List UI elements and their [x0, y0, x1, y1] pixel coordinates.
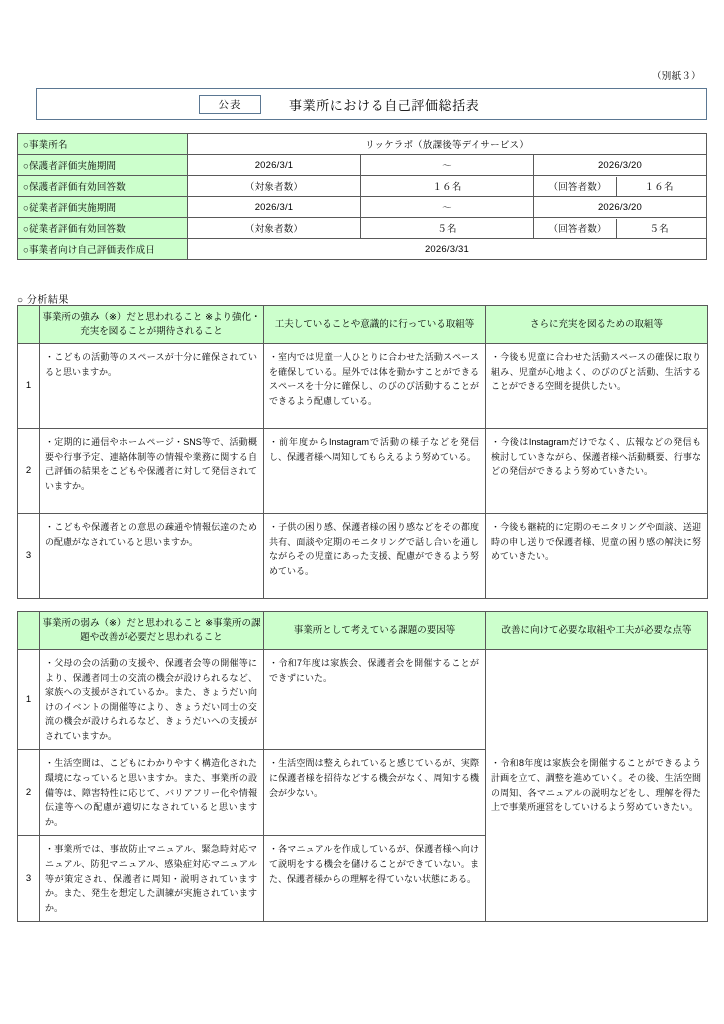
guardian-period-start: 2026/3/1: [188, 155, 361, 176]
guardian-respond-cell: [534, 176, 707, 197]
strengths-table: [17, 305, 708, 599]
row-label-creation-date: ○事業者向け自己評価表作成日: [18, 239, 188, 260]
table-header-row: [18, 612, 708, 650]
guardian-respond-value: １６名: [644, 182, 674, 193]
table-row: [18, 429, 708, 514]
strengths-row-improvements: ・今後も継続的に定期のモニタリングや面談、送迎時の申し送りで保護者様、児童の困り感の解決に努めていきたい。: [486, 514, 708, 599]
analysis-section-caption: ○ 分析結果: [17, 295, 69, 306]
guardian-period-end: 2026/3/20: [534, 155, 707, 176]
strengths-row-efforts: ・子供の困り感、保護者様の困り感などをその都度共有、面談や定期のモニタリングで話し合いを通しながらその児童にあった支援、配慮ができるよう努めている。: [264, 514, 486, 599]
guardian-target-label: （対象者数）: [188, 176, 361, 197]
strengths-header-number: [18, 306, 40, 344]
strengths-header-col-a-sub: ※より強化・充実を図ることが期待されること: [80, 311, 261, 337]
strengths-header-col-a-main: 事業所の強み（※）だと思われること: [42, 311, 203, 323]
row-label-guardian-period: ○保護者評価実施期間: [18, 155, 188, 176]
weaknesses-row-cause: ・生活空間は整えられていると感じているが、実際に保護者様を招待などする機会がなく、周知する機会が少ない。: [264, 750, 486, 836]
strengths-row-efforts: ・室内では児童一人ひとりに合わせた活動スペースを確保している。屋外では体を動かすことができるスペースを十分に確保し、のびのび活動することができるよう配慮している。: [264, 344, 486, 429]
weaknesses-row-number: 3: [18, 836, 40, 922]
table-row: [18, 650, 708, 750]
title-bar: [36, 88, 707, 120]
table-row: [18, 155, 707, 176]
weaknesses-header-col-a-main: 事業所の弱み（※）だと思われること: [42, 617, 203, 629]
weaknesses-header-col-c: 改善に向けて必要な取組や工夫が必要な点等: [486, 612, 708, 650]
weaknesses-row-cause: ・各マニュアルを作成しているが、保護者様へ向けて説明をする機会を儲けることができていない。また、保護者様からの理解を得ていない状態にある。: [264, 836, 486, 922]
staff-period-start: 2026/3/1: [188, 197, 361, 218]
staff-period-end: 2026/3/20: [534, 197, 707, 218]
weaknesses-row-question: ・父母の会の活動の支援や、保護者会等の開催等により、保護者同士の交流の機会が設けられるなど、家族への支援がされているか。また、きょうだい向けのイベントの開催等により、きょうだい同士の交流の機会が設けられるなど、きょうだいへの支援がされていますか。: [40, 650, 264, 750]
strengths-row-improvements: ・今後も児童に合わせた活動スペースの確保に取り組み、児童が心地よく、のびのびと活動、生活することができる空間を提供したい。: [486, 344, 708, 429]
page-title: 事業所における自己評価総括表: [289, 97, 480, 113]
attachment-note: （別紙３）: [651, 71, 701, 82]
strengths-header-col-a: [40, 306, 264, 344]
strengths-row-question: ・定期的に通信やホームページ・SNS等で、活動概要や行事予定、連絡体制等の情報や業務に関する自己評価の結果をこどもや保護者に対して発信されていますか。: [40, 429, 264, 514]
weaknesses-header-col-a-sub: ※事業所の課題や改善が必要だと思われること: [80, 617, 261, 643]
staff-target-value: ５名: [361, 218, 534, 239]
strengths-row-question: ・こどもの活動等のスペースが十分に確保されていると思いますか。: [40, 344, 264, 429]
table-row: [18, 134, 707, 155]
note-row: [17, 0, 707, 88]
strengths-row-number: 2: [18, 429, 40, 514]
row-label-staff-responses: ○従業者評価有効回答数: [18, 218, 188, 239]
guardian-target-value: １６名: [361, 176, 534, 197]
weaknesses-header-number: [18, 612, 40, 650]
row-label-staff-period: ○従業者評価実施期間: [18, 197, 188, 218]
strengths-row-improvements: ・今後はInstagramだけでなく、広報などの発信も検討していきながら、保護者様へ活動概要、行事などの発信ができるよう努めていきたい。: [486, 429, 708, 514]
table-row: [18, 218, 707, 239]
weaknesses-merged-improvement: ・令和8年度は家族会を開催することができるよう計画を立て、調整を進めていく。その後、生活空間の周知、各マニュアルの説明などをし、理解を得た上で事業所運営をしていけるよう努めていきたい。: [486, 650, 708, 922]
table-row: [18, 344, 708, 429]
staff-respond-cell: [534, 218, 707, 239]
publication-badge: 公表: [199, 95, 261, 114]
weaknesses-row-cause: ・令和7年度は家族会、保護者会を開催することができずにいた。: [264, 650, 486, 750]
table-row: [18, 239, 707, 260]
strengths-header-col-c: さらに充実を図るための取組等: [486, 306, 708, 344]
staff-period-sep: ～: [361, 197, 534, 218]
staff-respond-value: ５名: [649, 224, 669, 235]
weaknesses-row-question: ・生活空間は、こどもにわかりやすく構造化された環境になっていると思いますか。また、事業所の設備等は、障害特性に応じて、バリアフリー化や情報伝達等への配慮が適切になされていると思いますか。: [40, 750, 264, 836]
office-name-value: リッケラボ（放課後等デイサービス）: [188, 134, 707, 155]
weaknesses-row-number: 2: [18, 750, 40, 836]
row-label-office-name: ○事業所名: [18, 134, 188, 155]
header-info-table: [17, 133, 707, 260]
guardian-respond-label: （回答者数）: [539, 177, 617, 196]
strengths-row-question: ・こどもや保護者との意思の疎通や情報伝達のための配慮がなされていると思いますか。: [40, 514, 264, 599]
creation-date-value: 2026/3/31: [188, 239, 707, 260]
row-label-guardian-responses: ○保護者評価有効回答数: [18, 176, 188, 197]
weaknesses-table: [17, 611, 708, 922]
weaknesses-header-col-a: [40, 612, 264, 650]
weaknesses-row-question: ・事業所では、事故防止マニュアル、緊急時対応マニュアル、防犯マニュアル、感染症対応マニュアル等が策定され、保護者に周知・説明されていますか。また、発生を想定した訓練が実施されていますか。: [40, 836, 264, 922]
table-row: [18, 176, 707, 197]
strengths-header-col-b: 工夫していることや意識的に行っている取組等: [264, 306, 486, 344]
strengths-row-number: 3: [18, 514, 40, 599]
weaknesses-row-number: 1: [18, 650, 40, 750]
guardian-period-sep: ～: [361, 155, 534, 176]
strengths-row-number: 1: [18, 344, 40, 429]
table-row: [18, 514, 708, 599]
strengths-row-efforts: ・前年度からInstagramで活動の様子などを発信し、保護者様へ周知してもらえるよう努めている。: [264, 429, 486, 514]
table-row: [18, 197, 707, 218]
staff-target-label: （対象者数）: [188, 218, 361, 239]
weaknesses-header-col-b: 事業所として考えている課題の要因等: [264, 612, 486, 650]
table-header-row: [18, 306, 708, 344]
staff-respond-label: （回答者数）: [539, 219, 617, 238]
